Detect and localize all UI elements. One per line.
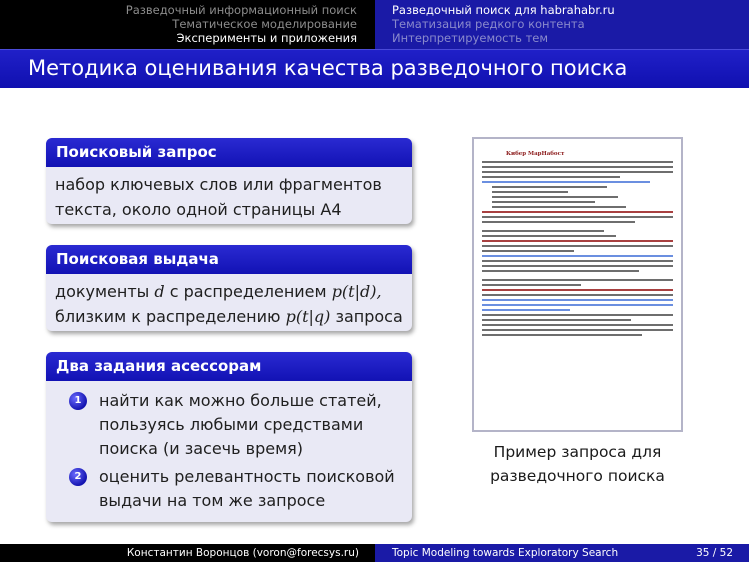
- nav-sections: [0, 0, 375, 49]
- document-page: [482, 147, 673, 339]
- text-line: [482, 250, 574, 252]
- text-line: [482, 314, 673, 316]
- text-line: [482, 294, 673, 296]
- text-line: [482, 230, 604, 232]
- highlighted-line: [482, 304, 673, 306]
- footer-author: Константин Воронцов (voron@forecsys.ru): [0, 544, 375, 562]
- highlighted-line: [482, 309, 570, 311]
- figure-caption-line: Пример запроса для: [493, 443, 662, 461]
- math-formula: p(t|d),: [331, 282, 382, 301]
- block-text-line: [55, 279, 404, 304]
- text-fragment: запроса: [330, 307, 403, 326]
- block-body: [46, 274, 412, 329]
- footer-talk-title: Topic Modeling towards Exploratory Search: [392, 547, 619, 559]
- highlighted-line: [482, 299, 673, 301]
- list-item: [69, 465, 412, 513]
- list-item-line: пользуясь любыми средствами: [99, 415, 364, 434]
- text-line: [482, 235, 616, 237]
- nav-section-topic-modeling[interactable]: Тематическое моделирование: [172, 17, 357, 31]
- text-line: [482, 245, 673, 247]
- text-line: [482, 166, 673, 168]
- text-line: [482, 319, 631, 321]
- frame-title-bar: [0, 49, 749, 88]
- block-search-query: [46, 138, 412, 224]
- text-line: [482, 284, 581, 286]
- text-line: [482, 324, 673, 326]
- text-line: [482, 240, 673, 242]
- list-item-line: поиска (и засечь время): [99, 439, 304, 458]
- text-line: [482, 221, 635, 223]
- block-body: [46, 167, 412, 222]
- text-line: [482, 171, 673, 173]
- page-number: 35 / 52: [696, 547, 733, 559]
- block-search-results: [46, 245, 412, 331]
- nav-subsection-interpretability[interactable]: Интерпретируемость тем: [392, 31, 549, 45]
- math-formula: p(t|q): [285, 307, 331, 326]
- frame-title: Методика оценивания качества разведочного поиска: [28, 56, 628, 80]
- figure-caption-line: разведочного поиска: [490, 467, 665, 485]
- block-title: Поисковая выдача: [46, 245, 412, 274]
- text-line: [482, 265, 673, 267]
- footer-bar: [0, 544, 749, 562]
- highlighted-line: [482, 255, 673, 257]
- block-title: Два задания асессорам: [46, 352, 412, 381]
- text-line: [482, 289, 673, 291]
- task-list: [46, 381, 412, 513]
- block-text-line: [55, 304, 404, 329]
- text-line: [482, 161, 673, 163]
- text-line: [482, 216, 673, 218]
- enum-number-badge: 2: [69, 468, 87, 486]
- section-navigation: [0, 0, 749, 49]
- enum-number-badge: 1: [69, 392, 87, 410]
- text-line: [492, 186, 607, 188]
- nav-subsections: [375, 0, 749, 49]
- footer-right: [375, 544, 749, 562]
- query-document-thumbnail: [472, 137, 683, 432]
- block-text-line: текста, около одной страницы А4: [55, 200, 342, 219]
- list-item-line: найти как можно больше статей,: [99, 391, 382, 410]
- list-item-line: оценить релевантность поисковой: [99, 467, 395, 486]
- block-assessor-tasks: [46, 352, 412, 522]
- highlighted-line: [482, 181, 650, 183]
- nav-subsection-habrahabr[interactable]: Разведочный поиск для habrahabr.ru: [392, 3, 615, 17]
- text-line: [482, 176, 620, 178]
- block-title: Поисковый запрос: [46, 138, 412, 167]
- nav-section-experiments[interactable]: Эксперименты и приложения: [176, 31, 357, 45]
- text-line: [482, 279, 673, 281]
- list-item-line: выдачи на том же запросе: [99, 491, 326, 510]
- text-fragment: документы: [55, 282, 155, 301]
- text-line: [492, 201, 595, 203]
- nav-section-exploratory-search[interactable]: Разведочный информационный поиск: [125, 3, 357, 17]
- text-line: [482, 270, 639, 272]
- math-variable-d: d: [154, 282, 165, 301]
- document-title: Кибер МарНабост: [506, 151, 565, 157]
- text-fragment: с распределением: [164, 282, 332, 301]
- text-fragment: близким к распределению: [55, 307, 286, 326]
- text-line: [482, 329, 673, 331]
- text-line: [482, 260, 673, 262]
- nav-subsection-rare-content[interactable]: Тематизация редкого контента: [392, 17, 585, 31]
- text-line: [482, 211, 673, 213]
- text-line: [492, 191, 568, 193]
- text-line: [482, 334, 642, 336]
- text-line: [492, 196, 618, 198]
- text-line: [492, 206, 626, 208]
- list-item: [69, 389, 412, 461]
- block-text-line: набор ключевых слов или фрагментов: [55, 175, 382, 194]
